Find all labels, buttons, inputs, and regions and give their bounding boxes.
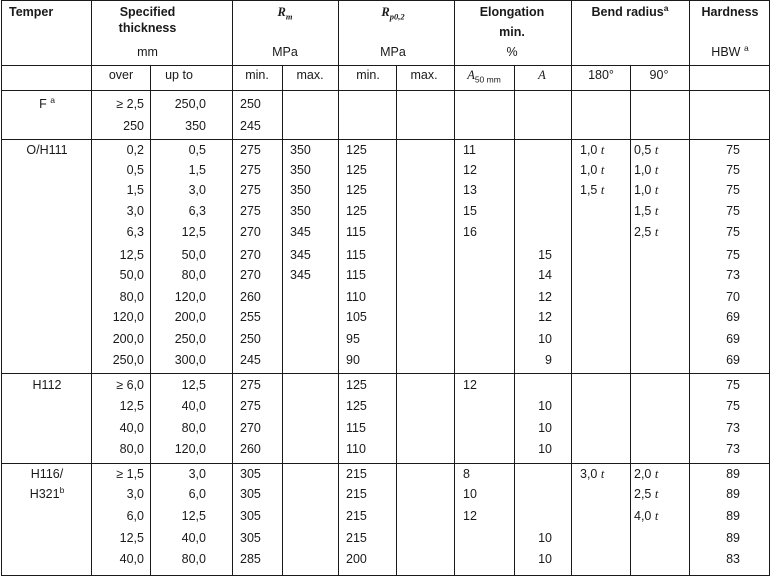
cell-hbw: 69 [726, 353, 740, 367]
subheader-90: 90° [649, 68, 669, 82]
cell-over: 12,5 [119, 248, 144, 262]
header-elongation-min: min. [499, 25, 525, 39]
subheader-180: 180° [588, 68, 614, 82]
cell-hbw: 89 [726, 531, 740, 545]
cell-upto: 12,5 [181, 225, 206, 239]
cell-upto: 40,0 [181, 531, 206, 545]
cell-upto: 350 [185, 119, 206, 133]
subheader-rp-min: min. [356, 68, 380, 82]
cell-upto: 12,5 [181, 509, 206, 523]
cell-a: 14 [538, 268, 552, 282]
cell-upto: 3,0 [188, 467, 206, 481]
header-temper: Temper [9, 5, 54, 19]
header-rp: $R_{p0,2}$ [381, 5, 405, 22]
subheader-up-to: up to [165, 68, 193, 82]
subheader-a50: $A_{50 mm}$ [467, 68, 501, 85]
cell-a: 15 [538, 248, 552, 262]
cell-rm-max: 350 [290, 183, 311, 197]
cell-rm-min: 305 [240, 467, 261, 481]
cell-upto: 250,0 [174, 97, 206, 111]
cell-rp-min: 125 [346, 143, 367, 157]
cell-a: 9 [545, 353, 552, 367]
cell-b180: 1,0 t [580, 163, 605, 177]
cell-upto: 120,0 [174, 290, 206, 304]
cell-rm-min: 260 [240, 442, 261, 456]
cell-hbw: 75 [726, 378, 740, 392]
cell-a50: 16 [463, 225, 477, 239]
cell-hbw: 89 [726, 487, 740, 501]
cell-hbw: 83 [726, 552, 740, 566]
grid-hline [1, 90, 770, 91]
cell-rm-min: 285 [240, 552, 261, 566]
cell-upto: 0,5 [188, 143, 206, 157]
header-rm: $R_m$ [277, 5, 293, 22]
cell-a: 12 [538, 310, 552, 324]
cell-hbw: 69 [726, 310, 740, 324]
cell-b90: 2,0 t [634, 467, 659, 481]
cell-hbw: 75 [726, 183, 740, 197]
cell-over: 250,0 [112, 353, 144, 367]
cell-hbw: 73 [726, 421, 740, 435]
subheader-rm-max: max. [296, 68, 324, 82]
cell-upto: 80,0 [181, 552, 206, 566]
header-thickness-line2: thickness [118, 21, 177, 35]
cell-hbw: 89 [726, 509, 740, 523]
cell-rp-min: 125 [346, 399, 367, 413]
header-rm-unit: MPa [272, 45, 298, 59]
cell-rp-min: 125 [346, 204, 367, 218]
grid-vline [282, 65, 283, 576]
cell-rp-min: 215 [346, 531, 367, 545]
header-hardness: Hardness [701, 5, 759, 19]
cell-over: 50,0 [119, 268, 144, 282]
grid-vline [338, 0, 339, 576]
cell-temper: H112 [32, 378, 62, 392]
cell-rm-min: 305 [240, 531, 261, 545]
cell-rm-min: 275 [240, 143, 261, 157]
cell-a50: 15 [463, 204, 477, 218]
cell-hbw: 75 [726, 143, 740, 157]
cell-over: 40,0 [119, 421, 144, 435]
cell-temper: O/H111 [26, 143, 68, 157]
cell-rm-min: 245 [240, 353, 261, 367]
cell-a50: 13 [463, 183, 477, 197]
cell-a50: 10 [463, 487, 477, 501]
cell-rp-min: 215 [346, 487, 367, 501]
cell-over: 3,0 [126, 204, 144, 218]
cell-rp-min: 215 [346, 467, 367, 481]
cell-temper: F $^a$ [39, 94, 55, 111]
cell-a: 12 [538, 290, 552, 304]
cell-upto: 1,5 [188, 163, 206, 177]
cell-over: 120,0 [112, 310, 144, 324]
cell-rm-min: 275 [240, 204, 261, 218]
header-thickness-line1: Specified [119, 5, 176, 19]
cell-rp-min: 200 [346, 552, 367, 566]
cell-over: 6,0 [126, 509, 144, 523]
cell-upto: 80,0 [181, 268, 206, 282]
cell-rm-min: 305 [240, 509, 261, 523]
cell-rp-min: 115 [346, 421, 366, 435]
cell-upto: 6,0 [188, 487, 206, 501]
cell-rm-min: 270 [240, 225, 261, 239]
cell-a: 10 [538, 442, 552, 456]
grid-vline [571, 0, 572, 576]
cell-upto: 200,0 [174, 310, 206, 324]
grid-vline [769, 0, 770, 576]
cell-rm-max: 350 [290, 204, 311, 218]
cell-upto: 120,0 [174, 442, 206, 456]
cell-rm-min: 255 [240, 310, 261, 324]
cell-hbw: 75 [726, 399, 740, 413]
cell-rm-min: 275 [240, 378, 261, 392]
cell-a: 10 [538, 421, 552, 435]
cell-rm-min: 250 [240, 332, 261, 346]
cell-rm-min: 275 [240, 183, 261, 197]
header-rp-unit: MPa [380, 45, 406, 59]
subheader-a: A [538, 68, 546, 82]
cell-a50: 11 [463, 143, 476, 157]
subheader-rp-max: max. [410, 68, 438, 82]
cell-b90: 2,5 t [634, 487, 659, 501]
cell-rp-min: 110 [346, 290, 366, 304]
cell-a50: 8 [463, 467, 470, 481]
cell-rm-max: 345 [290, 268, 311, 282]
cell-hbw: 75 [726, 248, 740, 262]
cell-rp-min: 105 [346, 310, 367, 324]
cell-a50: 12 [463, 163, 477, 177]
cell-rm-min: 275 [240, 163, 261, 177]
cell-rm-min: 270 [240, 248, 261, 262]
cell-rm-max: 345 [290, 225, 311, 239]
header-elongation: Elongation [479, 5, 545, 19]
cell-over: 0,5 [126, 163, 144, 177]
cell-hbw: 89 [726, 467, 740, 481]
cell-a: 10 [538, 399, 552, 413]
grid-vline [232, 0, 233, 576]
cell-upto: 6,3 [188, 204, 206, 218]
cell-b90: 1,5 t [634, 204, 659, 218]
header-thickness-unit: mm [137, 45, 158, 59]
grid-vline [630, 65, 631, 576]
cell-b90: 0,5 t [634, 143, 659, 157]
cell-rp-min: 115 [346, 225, 366, 239]
cell-over: ≥ 1,5 [116, 467, 144, 481]
cell-over: 80,0 [119, 442, 144, 456]
cell-hbw: 73 [726, 442, 740, 456]
cell-upto: 50,0 [181, 248, 206, 262]
cell-rm-min: 305 [240, 487, 261, 501]
cell-rp-min: 125 [346, 378, 367, 392]
cell-b90: 2,5 t [634, 225, 659, 239]
grid-vline [689, 0, 690, 576]
cell-hbw: 69 [726, 332, 740, 346]
header-hardness-unit: HBW $^a$ [711, 42, 749, 59]
cell-rm-min: 270 [240, 421, 261, 435]
header-elongation-unit: % [506, 45, 518, 59]
cell-b180: 1,5 t [580, 183, 605, 197]
cell-over: ≥ 6,0 [116, 378, 144, 392]
cell-a: 10 [538, 332, 552, 346]
cell-over: 6,3 [126, 225, 144, 239]
cell-over: 80,0 [119, 290, 144, 304]
header-bend-radius: Bend radius$^a$ [591, 2, 669, 19]
cell-upto: 80,0 [181, 421, 206, 435]
cell-over: 250 [123, 119, 144, 133]
cell-rp-min: 115 [346, 268, 366, 282]
cell-upto: 12,5 [181, 378, 206, 392]
grid-hline [1, 463, 770, 464]
grid-hline [1, 139, 770, 140]
grid-hline [1, 373, 770, 374]
cell-rp-min: 110 [346, 442, 366, 456]
cell-rm-max: 350 [290, 163, 311, 177]
cell-rp-min: 125 [346, 183, 367, 197]
cell-over: 12,5 [119, 531, 144, 545]
cell-b90: 1,0 t [634, 163, 659, 177]
grid-vline [1, 0, 2, 576]
cell-hbw: 70 [726, 290, 740, 304]
cell-upto: 250,0 [174, 332, 206, 346]
cell-b180: 3,0 t [580, 467, 605, 481]
cell-hbw: 73 [726, 268, 740, 282]
cell-a50: 12 [463, 509, 477, 523]
cell-b90: 4,0 t [634, 509, 659, 523]
cell-upto: 3,0 [188, 183, 206, 197]
cell-rm-min: 250 [240, 97, 261, 111]
cell-over: 40,0 [119, 552, 144, 566]
cell-rp-min: 95 [346, 332, 360, 346]
cell-b90: 1,0 t [634, 183, 659, 197]
cell-rm-min: 275 [240, 399, 261, 413]
cell-a50: 12 [463, 378, 477, 392]
cell-a: 10 [538, 552, 552, 566]
cell-rp-min: 115 [346, 248, 366, 262]
cell-b180: 1,0 t [580, 143, 605, 157]
cell-rp-min: 90 [346, 353, 360, 367]
cell-over: 12,5 [119, 399, 144, 413]
cell-over: 0,2 [126, 143, 144, 157]
cell-rm-min: 245 [240, 119, 261, 133]
grid-hline [91, 65, 770, 66]
cell-hbw: 75 [726, 225, 740, 239]
cell-rp-min: 125 [346, 163, 367, 177]
cell-upto: 40,0 [181, 399, 206, 413]
cell-over: 3,0 [126, 487, 144, 501]
cell-over: ≥ 2,5 [116, 97, 144, 111]
cell-over: 1,5 [126, 183, 144, 197]
cell-rp-min: 215 [346, 509, 367, 523]
cell-temper: H321$^b$ [29, 484, 65, 501]
subheader-rm-min: min. [245, 68, 269, 82]
cell-rm-max: 345 [290, 248, 311, 262]
subheader-over: over [108, 68, 134, 82]
grid-hline [1, 0, 770, 1]
cell-hbw: 75 [726, 204, 740, 218]
cell-upto: 300,0 [174, 353, 206, 367]
cell-rm-min: 270 [240, 268, 261, 282]
grid-vline [396, 65, 397, 576]
cell-over: 200,0 [112, 332, 144, 346]
cell-rm-min: 260 [240, 290, 261, 304]
cell-temper: H116/ [30, 467, 64, 481]
cell-hbw: 75 [726, 163, 740, 177]
cell-a: 10 [538, 531, 552, 545]
grid-vline [454, 0, 455, 576]
cell-rm-max: 350 [290, 143, 311, 157]
